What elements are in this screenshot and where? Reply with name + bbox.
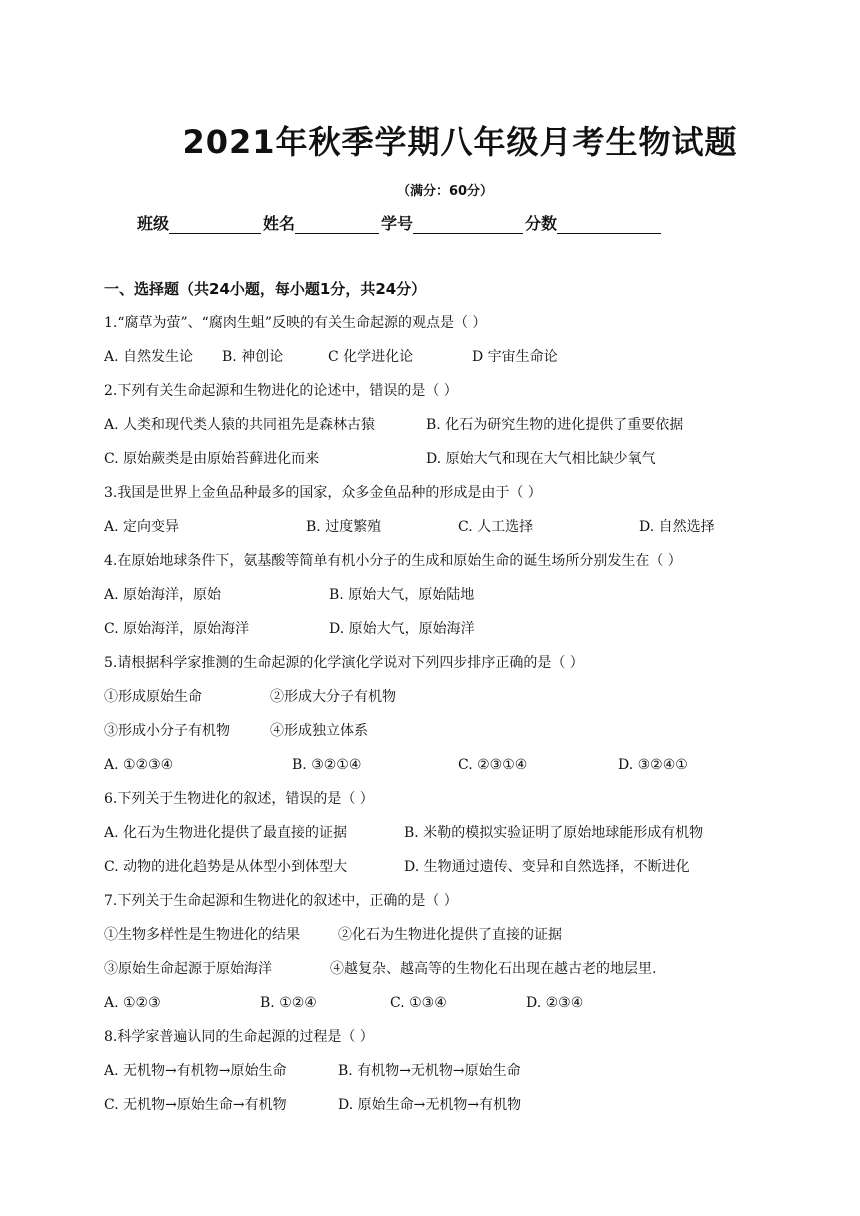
option: C. 无机物→原始生命→有机物 [104, 1097, 287, 1113]
option: D. 原始生命→无机物→有机物 [338, 1097, 522, 1113]
option: A. 自然发生论 [104, 349, 194, 365]
option: A. 无机物→有机物→原始生命 [104, 1063, 287, 1079]
question-stem: 6.下列关于生物进化的叙述，错误的是（ ） [104, 791, 374, 807]
option: D 宇宙生命论 [472, 349, 558, 365]
question-stem: 2.下列有关生命起源和生物进化的论述中，错误的是（ ） [104, 383, 458, 399]
option: C. ②③①④ [458, 757, 528, 773]
statement-item: ②化石为生物进化提供了直接的证据 [338, 927, 562, 943]
student-info-row [137, 211, 663, 234]
option: C. 原始蕨类是由原始苔藓进化而来 [104, 451, 320, 467]
option: D. ②③④ [526, 995, 584, 1011]
option: D. 原始大气和现在大气相比缺少氧气 [426, 451, 656, 467]
option: B. 有机物→无机物→原始生命 [338, 1063, 521, 1079]
class-blank [169, 215, 261, 234]
option: C. 动物的进化趋势是从体型小到体型大 [104, 859, 348, 875]
score-label: 分数 [525, 214, 558, 233]
number-label: 学号 [381, 214, 414, 233]
option: B. 米勒的模拟实验证明了原始地球能形成有机物 [404, 825, 704, 841]
option: D. 自然选择 [639, 519, 715, 535]
question-stem: 5.请根据科学家推测的生命起源的化学演化学说对下列四步排序正确的是（ ） [104, 655, 584, 671]
statement-item: ②形成大分子有机物 [270, 689, 396, 705]
option: B. 原始大气，原始陆地 [329, 587, 475, 603]
statement-item: ④形成独立体系 [270, 723, 368, 739]
option: B. ①②④ [260, 995, 317, 1011]
question-stem: 7.下列关于生命起源和生物进化的叙述中，正确的是（ ） [104, 893, 458, 909]
statement-item: ④越复杂、越高等的生物化石出现在越古老的地层里. [330, 961, 657, 977]
option: D. 原始大气，原始海洋 [329, 621, 475, 637]
option: B. 过度繁殖 [306, 519, 382, 535]
option: D. 生物通过遗传、变异和自然选择，不断进化 [404, 859, 690, 875]
option: C. ①③④ [390, 995, 447, 1011]
score-blank [557, 215, 661, 234]
option: A. 化石为生物进化提供了最直接的证据 [104, 825, 348, 841]
option: A. 定向变异 [104, 519, 180, 535]
class-label: 班级 [137, 214, 170, 233]
number-blank [413, 215, 523, 234]
name-blank [295, 215, 379, 234]
option: B. 化石为研究生物的进化提供了重要依据 [426, 417, 684, 433]
full-score-note: （满分：60分） [396, 184, 494, 199]
question-stem: 1.“腐草为萤”、“腐肉生蛆”反映的有关生命起源的观点是（ ） [104, 315, 487, 331]
option: B. 神创论 [222, 349, 284, 365]
option: C 化学进化论 [328, 349, 414, 365]
statement-item: ①生物多样性是生物进化的结果 [104, 927, 300, 943]
option: A. 原始海洋，原始 [104, 587, 222, 603]
statement-item: ③形成小分子有机物 [104, 723, 230, 739]
statement-item: ①形成原始生命 [104, 689, 202, 705]
question-stem: 8.科学家普遍认同的生命起源的过程是（ ） [104, 1029, 374, 1045]
option: A. ①②③ [104, 995, 161, 1011]
option: A. ①②③④ [104, 757, 174, 773]
section-heading: 一、选择题（共24小题，每小题1分，共24分） [104, 280, 427, 298]
option: A. 人类和现代类人猿的共同祖先是森林古猿 [104, 417, 376, 433]
option: C. 原始海洋，原始海洋 [104, 621, 250, 637]
statement-item: ③原始生命起源于原始海洋 [104, 961, 272, 977]
question-stem: 4.在原始地球条件下，氨基酸等简单有机小分子的生成和原始生命的诞生场所分别发生在（ ） [104, 553, 682, 569]
option: D. ③②④① [618, 757, 688, 773]
option: C. 人工选择 [458, 519, 534, 535]
exam-title: 2021年秋季学期八年级月考生物试题 [182, 123, 738, 161]
question-stem: 3.我国是世界上金鱼品种最多的国家，众多金鱼品种的形成是由于（ ） [104, 485, 542, 501]
name-label: 姓名 [263, 214, 296, 233]
option: B. ③②①④ [292, 757, 362, 773]
